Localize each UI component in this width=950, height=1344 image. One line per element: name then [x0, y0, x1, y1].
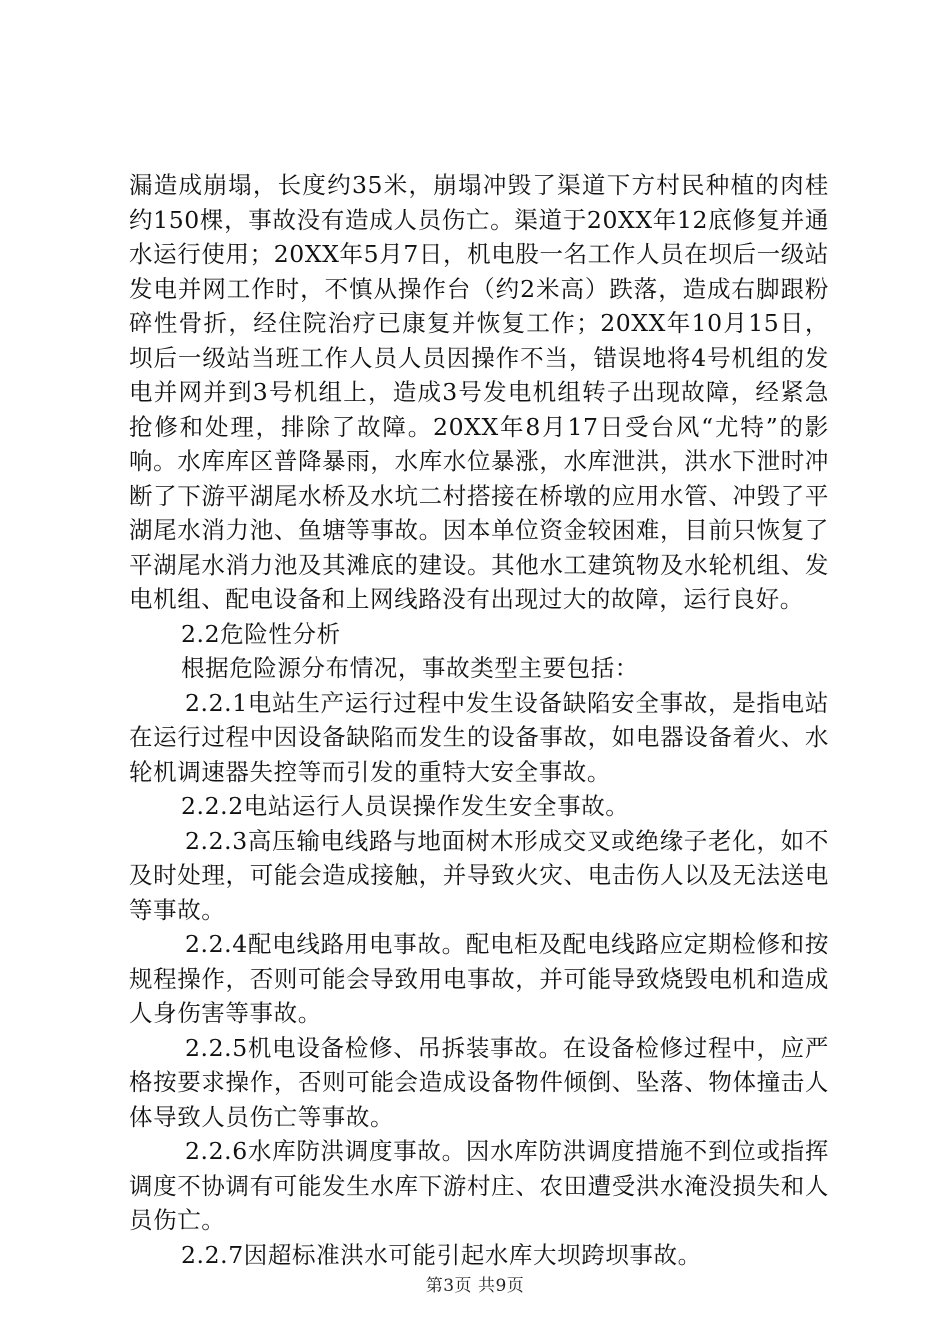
paragraph-2-2-2: 2.2.2电站运行人员误操作发生安全事故。 — [181, 792, 630, 820]
paragraph-incident-history: 漏造成崩塌，长度约35米，崩塌冲毁了渠道下方村民种植的肉桂约150棵，事故没有造成人员伤亡。渠道于20XX年12底修复并通水运行使用；20XX年5月7日，机电股一名工作人员在坝后一级站发电并网工作时，不慎从操作台（约2米高）跌落，造成右脚跟粉碎性骨折，经住院治疗已康复并恢复工作；20XX年10月15日，坝后一级站当班工作人员人员因操作不当，错误地将4号机组的发电并网并到3号机组上，造成3号发电机组转子出现故障，经紧急抢修和处理，排除了故障。20XX年8月17日受台风“尤特”的影响。水库库区普降暴雨，水库水位暴涨，水库泄洪，洪水下泄时冲断了下游平湖尾水桥及水坑二村搭接在桥墩的应用水管、冲毁了平湖尾水消力池、鱼塘等事故。因本单位资金较困难，目前只恢复了平湖尾水消力池及其滩底的建设。其他水工建筑物及水轮机组、发电机组、配电设备和上网线路没有出现过大的故障，运行良好。 — [129, 171, 829, 613]
section-heading-hazard-analysis: 2.2危险性分析 — [181, 619, 341, 648]
paragraph-2-2-7: 2.2.7因超标准洪水可能引起水库大坝跨坝事故。 — [181, 1240, 702, 1269]
paragraph-2-2-1: 2.2.1电站生产运行过程中发生设备缺陷安全事故，是指电站在运行过程中因设备缺陷而发生的设备事故，如电器设备着火、水轮机调速器失控等而引发的重特大安全事故。 — [129, 688, 829, 786]
paragraph-2-2-4: 2.2.4配电线路用电事故。配电柜及配电线路应定期检修和按规程操作，否则可能会导致用电事故，并可能导致烧毁电机和造成人身伤害等事故。 — [129, 930, 829, 1027]
paragraph-2-2-6: 2.2.6水库防洪调度事故。因水库防洪调度措施不到位或指挥调度不协调有可能发生水库下游村庄、农田遭受洪水淹没损失和人员伤亡。 — [129, 1137, 829, 1234]
paragraph-2-2-5: 2.2.5机电设备检修、吊拆装事故。在设备检修过程中，应严格按要求操作，否则可能会造成设备物件倾倒、坠落、物体撞击人体导致人员伤亡等事故。 — [129, 1033, 829, 1131]
paragraph-accident-types-intro: 根据危险源分布情况，事故类型主要包括： — [181, 654, 639, 682]
page-number-footer: 第3页 共9页 — [425, 1276, 525, 1296]
paragraph-2-2-3: 2.2.3高压输电线路与地面树木形成交叉或绝缘子老化，如不及时处理，可能会造成接触，并导致火灾、电击伤人以及无法送电等事故。 — [129, 826, 829, 924]
document-body — [129, 168, 829, 1272]
